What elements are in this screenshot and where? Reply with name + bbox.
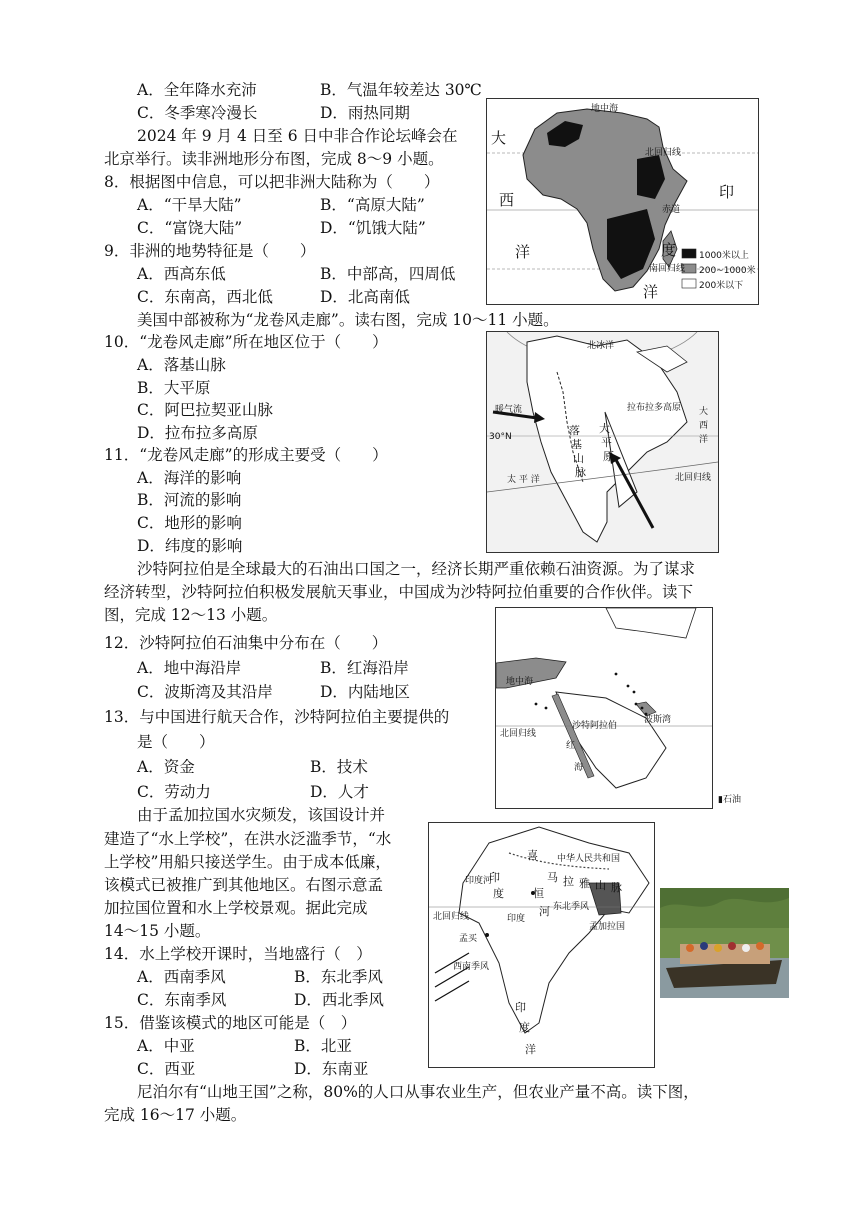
question-8: 8．根据图中信息，可以把非洲大陆称为（ ） — [104, 173, 440, 191]
label-atlantic-2: 西 — [499, 191, 515, 209]
q7-option-d: D．雨热同期 — [320, 104, 410, 122]
q10-option-d: D．拉布拉多高原 — [137, 424, 258, 442]
q14-option-a: A．西南季风 — [137, 968, 226, 986]
q12-option-c: C．波斯湾及其沿岸 — [137, 683, 273, 701]
label-tropic-south: 南回归线 — [649, 264, 686, 274]
intro-14-line6: 14～15 小题。 — [104, 922, 211, 940]
q14-option-d: D．西北季风 — [294, 991, 384, 1009]
label-himalaya-1: 喜 — [527, 849, 538, 862]
q12-option-b: B．红海沿岸 — [320, 659, 409, 677]
africa-terrain-map — [486, 98, 759, 305]
q11-option-b: B．河流的影响 — [137, 491, 242, 509]
q13-option-c: C．劳动力 — [137, 783, 211, 801]
label-rockies-1: 落 — [569, 424, 580, 437]
label-plain-3: 原 — [603, 450, 614, 463]
q8-option-a: A．“干旱大陆” — [137, 196, 242, 214]
intro-12-line2: 经济转型，沙特阿拉伯积极发展航天事业，中国成为沙特阿拉伯重要的合作伙伴。读下 — [104, 583, 694, 601]
q14-option-c: C．东南季风 — [137, 991, 227, 1009]
q10-option-b: B．大平原 — [137, 379, 211, 397]
middle-east-oil-map — [495, 607, 713, 809]
label-rockies-2: 基 — [571, 438, 582, 451]
legend-low: 200米以下 — [699, 281, 744, 291]
q15-option-a: A．中亚 — [137, 1037, 195, 1055]
label-warm-current: 暖气流 — [495, 405, 523, 415]
q10-option-a: A．落基山脉 — [137, 356, 226, 374]
south-asia-map — [428, 822, 655, 1068]
label-indian-2: 度 — [661, 241, 677, 259]
intro-16-line2: 完成 16～17 小题。 — [104, 1106, 247, 1124]
label-tropic: 北回归线 — [433, 912, 470, 922]
q13-option-a: A．资金 — [137, 758, 195, 776]
label-ne-monsoon: 东北季风 — [553, 902, 590, 912]
label-ganges-1: 恒 — [533, 887, 544, 900]
q15-option-d: D．东南亚 — [294, 1060, 369, 1078]
q8-option-d: D．“饥饿大陆” — [320, 219, 426, 237]
q13-option-d: D．人才 — [310, 783, 369, 801]
intro-14-line2: 建造了“水上学校”，在洪水泛滥季节，“水 — [104, 830, 392, 848]
label-mumbai: 孟买 — [459, 934, 478, 944]
label-mediterranean: 地中海 — [506, 677, 534, 687]
label-indian-ocean-3: 洋 — [525, 1043, 536, 1056]
label-rockies-3: 山 — [573, 452, 584, 465]
q11-option-d: D．纬度的影响 — [137, 537, 243, 555]
q12-option-a: A．地中海沿岸 — [137, 659, 242, 677]
question-13-cont: 是（ ） — [137, 733, 215, 751]
q13-option-b: B．技术 — [310, 758, 368, 776]
question-13: 13．与中国进行航天合作，沙特阿拉伯主要提供的 — [104, 708, 450, 726]
intro-12-line1: 沙特阿拉伯是全球最大的石油出口国之一，经济长期严重依赖石油资源。为了谋求 — [137, 560, 696, 578]
label-saudi-arabia: 沙特阿拉伯 — [572, 721, 618, 731]
q15-option-c: C．西亚 — [137, 1060, 196, 1078]
q9-option-a: A．西高东低 — [137, 265, 226, 283]
label-himalaya-6: 脉 — [611, 881, 622, 894]
label-labrador: 拉布拉多高原 — [627, 403, 682, 413]
label-indian-1: 印 — [719, 183, 735, 201]
q9-option-b: B．中部高，四周低 — [320, 265, 456, 283]
q11-option-a: A．海洋的影响 — [137, 469, 242, 487]
label-red-sea-1: 红 — [566, 741, 576, 751]
q12-option-d: D．内陆地区 — [320, 683, 410, 701]
label-atlantic-3: 洋 — [699, 435, 709, 445]
question-9: 9．非洲的地势特征是（ ） — [104, 242, 316, 260]
label-red-sea-2: 海 — [574, 763, 584, 773]
label-himalaya-3: 拉 — [563, 875, 574, 888]
intro-14-line1: 由于孟加拉国水灾频发，该国设计并 — [137, 806, 386, 824]
label-himalaya-2: 马 — [547, 871, 558, 884]
label-ganges-2: 河 — [539, 905, 550, 918]
label-atlantic-1: 大 — [491, 129, 507, 147]
label-atlantic-1: 大 — [699, 407, 709, 417]
label-himalaya-5: 山 — [595, 879, 606, 892]
floating-school-photo — [660, 888, 789, 998]
label-india-plain-1: 印 — [489, 871, 500, 884]
label-plain-2: 平 — [601, 436, 612, 449]
label-india-plain-2: 度 — [493, 887, 504, 900]
intro-8-line1: 2024 年 9 月 4 日至 6 日中非合作论坛峰会在 — [137, 127, 458, 145]
q11-option-c: C．地形的影响 — [137, 514, 242, 532]
label-china: 中华人民共和国 — [557, 854, 621, 864]
q7-option-a: A．全年降水充沛 — [137, 81, 257, 99]
legend-mid: 200~1000米 — [699, 266, 756, 276]
intro-14-line4: 该模式已被推广到其他地区。右图示意孟 — [104, 876, 384, 894]
label-india: 印度 — [507, 914, 526, 924]
label-arctic: 北冰洋 — [587, 341, 615, 351]
label-plain-1: 大 — [599, 422, 610, 435]
label-himalaya-4: 雅 — [579, 877, 590, 890]
label-tropic: 北回归线 — [675, 473, 712, 483]
label-mediterranean: 地中海 — [591, 104, 619, 114]
intro-16-line1: 尼泊尔有“山地王国”之称，80%的人口从事农业生产，但农业产量不高。读下图， — [137, 1083, 699, 1101]
q15-option-b: B．北亚 — [294, 1037, 352, 1055]
q14-option-b: B．东北季风 — [294, 968, 383, 986]
question-15: 15．借鉴该模式的地区可能是（ ） — [104, 1014, 357, 1032]
question-12: 12．沙特阿拉伯石油集中分布在（ ） — [104, 634, 388, 652]
q9-option-c: C．东南高，西北低 — [137, 288, 273, 306]
label-pacific: 太 平 洋 — [507, 475, 540, 485]
label-30n: 30°N — [489, 432, 512, 442]
intro-14-line5: 加拉国位置和水上学校景观。据此完成 — [104, 899, 368, 917]
q8-option-c: C．“富饶大陆” — [137, 219, 243, 237]
oil-legend: ▮石油 — [718, 795, 741, 805]
intro-14-line3: 上学校”用船只接送学生。由于成本低廉， — [104, 853, 391, 871]
label-persian-gulf: 波斯湾 — [644, 715, 672, 725]
north-america-tornado-map — [486, 331, 719, 553]
label-atlantic-2: 西 — [699, 421, 709, 431]
oil-legend-label: 石油 — [722, 795, 741, 805]
question-10: 10．“龙卷风走廊”所在地区位于（ ） — [104, 333, 388, 351]
label-indian-3: 洋 — [643, 283, 659, 301]
label-indus: 印度河 — [465, 876, 493, 886]
q9-option-d: D．北高南低 — [320, 288, 410, 306]
label-indian-ocean-2: 度 — [519, 1021, 530, 1034]
q10-option-c: C．阿巴拉契亚山脉 — [137, 401, 273, 419]
q7-option-b: B．气温年较差达 30℃ — [320, 81, 482, 99]
q8-option-b: B．“高原大陆” — [320, 196, 425, 214]
label-atlantic-3: 洋 — [515, 243, 531, 261]
label-tropic-north: 北回归线 — [645, 148, 682, 158]
intro-10: 美国中部被称为“龙卷风走廊”。读右图，完成 10～11 小题。 — [137, 311, 559, 329]
label-equator: 赤道 — [662, 205, 681, 215]
legend-high: 1000米以上 — [699, 251, 749, 261]
label-rockies-4: 脉 — [575, 466, 586, 479]
label-tropic: 北回归线 — [500, 729, 537, 739]
label-indian-ocean-1: 印 — [515, 1001, 526, 1014]
label-bangladesh: 孟加拉国 — [589, 922, 626, 932]
intro-12-line3: 图，完成 12～13 小题。 — [104, 606, 278, 624]
q7-option-c: C．冬季寒冷漫长 — [137, 104, 258, 122]
label-sw-monsoon: 西南季风 — [453, 962, 490, 972]
question-11: 11．“龙卷风走廊”的形成主要受（ ） — [104, 446, 388, 464]
question-14: 14．水上学校开课时，当地盛行（ ） — [104, 945, 372, 963]
intro-8-line2: 北京举行。读非洲地形分布图，完成 8～9 小题。 — [104, 150, 444, 168]
